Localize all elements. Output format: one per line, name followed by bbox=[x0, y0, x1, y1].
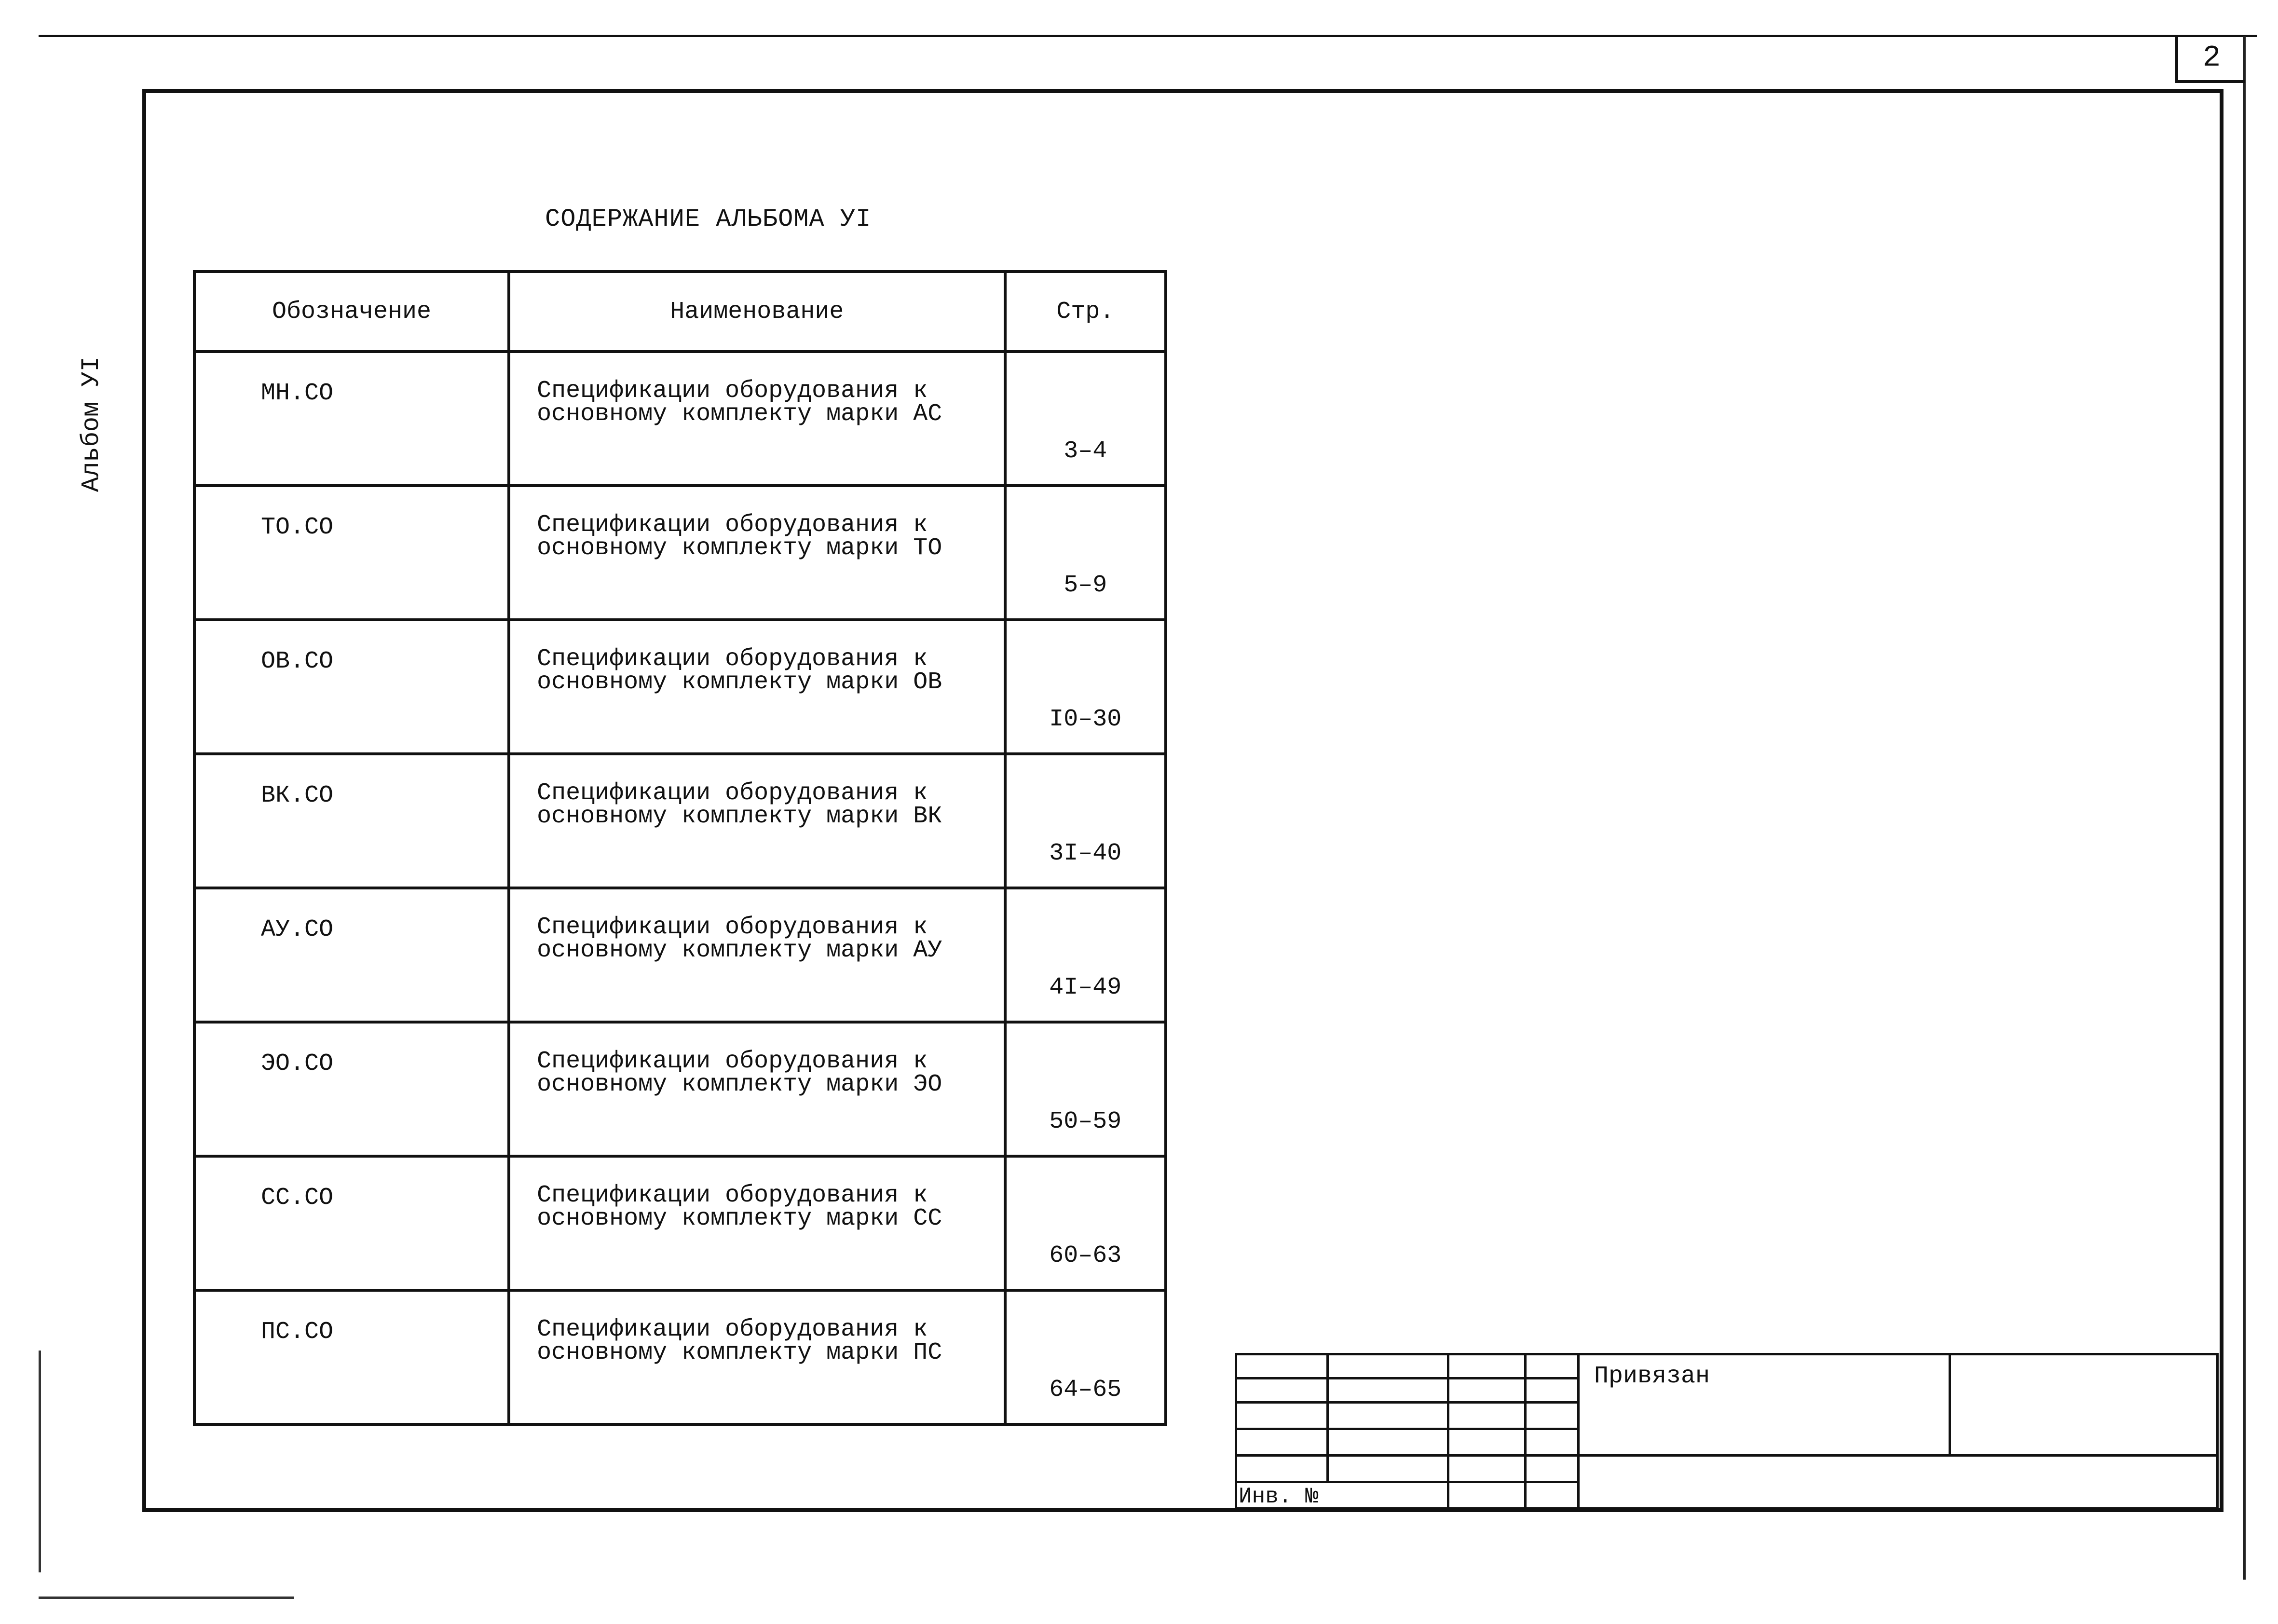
table-row bbox=[194, 888, 1166, 1022]
stamp-line bbox=[1326, 1353, 1329, 1481]
row-pages: 4I–49 bbox=[1005, 888, 1166, 1022]
stamp-line bbox=[1235, 1353, 1237, 1510]
row-name-line2: основному комплекту марки ТО bbox=[537, 534, 942, 562]
header-pages: Стр. bbox=[1005, 272, 1166, 352]
row-name-line2: основному комплекту марки АС bbox=[537, 400, 942, 428]
stamp-linked-label: Привязан bbox=[1594, 1363, 1710, 1390]
row-pages: 3–4 bbox=[1005, 352, 1166, 486]
row-name bbox=[509, 352, 1005, 486]
table-row bbox=[194, 1290, 1166, 1424]
row-code: МН.СО bbox=[194, 352, 509, 486]
row-name-line1: Спецификации оборудования к bbox=[537, 645, 928, 673]
row-name-line1: Спецификации оборудования к bbox=[537, 511, 928, 539]
row-name-line1: Спецификации оборудования к bbox=[537, 914, 928, 941]
stamp-line bbox=[1524, 1353, 1527, 1510]
row-code: ЭО.СО bbox=[194, 1022, 509, 1156]
stamp-line bbox=[1577, 1353, 1580, 1510]
row-code: ОВ.СО bbox=[194, 620, 509, 754]
row-pages: I0–30 bbox=[1005, 620, 1166, 754]
row-pages: 64–65 bbox=[1005, 1290, 1166, 1424]
row-name-line1: Спецификации оборудования к bbox=[537, 1316, 928, 1343]
bottom-margin-line bbox=[39, 1597, 294, 1599]
stamp-inv-label: Инв. № bbox=[1239, 1484, 1319, 1509]
stamp-line bbox=[1949, 1353, 1951, 1454]
row-name-line1: Спецификации оборудования к bbox=[537, 1048, 928, 1075]
row-name-line1: Спецификации оборудования к bbox=[537, 377, 928, 405]
row-name-line1: Спецификации оборудования к bbox=[537, 1182, 928, 1209]
contents-table bbox=[193, 270, 1167, 1426]
row-name-line2: основному комплекту марки СС bbox=[537, 1205, 942, 1232]
row-pages: 60–63 bbox=[1005, 1156, 1166, 1290]
row-pages: 5–9 bbox=[1005, 486, 1166, 620]
row-name bbox=[509, 1290, 1005, 1424]
table-row bbox=[194, 754, 1166, 888]
row-pages: 3I–40 bbox=[1005, 754, 1166, 888]
row-code: ВК.СО bbox=[194, 754, 509, 888]
row-name bbox=[509, 754, 1005, 888]
row-name-line1: Спецификации оборудования к bbox=[537, 779, 928, 807]
row-name-line2: основному комплекту марки АУ bbox=[537, 937, 942, 964]
row-code: ПС.СО bbox=[194, 1290, 509, 1424]
right-border-line bbox=[2243, 36, 2246, 1580]
stamp-line bbox=[1235, 1454, 2219, 1457]
title-block-stamp bbox=[1235, 1353, 2219, 1512]
row-name bbox=[509, 620, 1005, 754]
row-pages: 50–59 bbox=[1005, 1022, 1166, 1156]
stamp-line bbox=[1235, 1353, 2219, 1355]
table-row bbox=[194, 620, 1166, 754]
row-code: ТО.СО bbox=[194, 486, 509, 620]
top-border-line bbox=[39, 35, 2257, 37]
album-side-label: Альбом УI bbox=[77, 356, 106, 492]
row-name-line2: основному комплекту марки ОВ bbox=[537, 669, 942, 696]
table-row bbox=[194, 1022, 1166, 1156]
sheet-number: 2 bbox=[2175, 35, 2245, 83]
row-name-line2: основному комплекту марки ПС bbox=[537, 1339, 942, 1366]
table-row bbox=[194, 352, 1166, 486]
row-code: СС.СО bbox=[194, 1156, 509, 1290]
row-name bbox=[509, 1022, 1005, 1156]
row-code: АУ.СО bbox=[194, 888, 509, 1022]
row-name-line2: основному комплекту марки ЭО bbox=[537, 1071, 942, 1098]
stamp-line bbox=[1447, 1353, 1449, 1510]
left-margin-line bbox=[39, 1351, 41, 1572]
table-row bbox=[194, 1156, 1166, 1290]
row-name bbox=[509, 1156, 1005, 1290]
stamp-line bbox=[2216, 1353, 2219, 1510]
table-header-row bbox=[194, 272, 1166, 352]
row-name-line2: основному комплекту марки ВК bbox=[537, 803, 942, 830]
header-designation: Обозначение bbox=[194, 272, 509, 352]
table-row bbox=[194, 486, 1166, 620]
stamp-line bbox=[1235, 1507, 2219, 1510]
page-title: СОДЕРЖАНИЕ АЛЬБОМА УI bbox=[545, 205, 872, 233]
row-name bbox=[509, 888, 1005, 1022]
row-name bbox=[509, 486, 1005, 620]
header-name: Наименование bbox=[509, 272, 1005, 352]
